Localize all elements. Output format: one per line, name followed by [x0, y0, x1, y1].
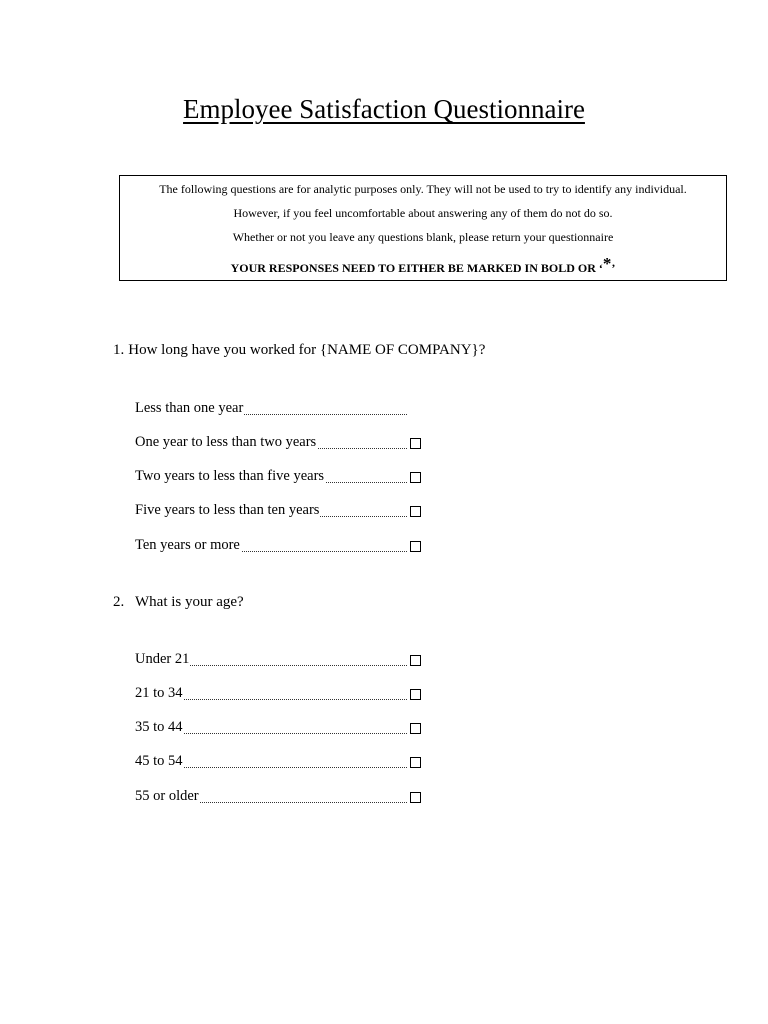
- option-label: 55 or older: [135, 788, 199, 804]
- checkbox-icon[interactable]: [410, 689, 421, 700]
- question-text: How long have you worked for {NAME OF COMPANY}?: [128, 342, 486, 358]
- checkbox-icon[interactable]: [410, 757, 421, 768]
- checkbox-icon[interactable]: [410, 472, 421, 483]
- option-label: Less than one year: [135, 400, 244, 416]
- option-ten-years-or-more[interactable]: [135, 537, 421, 557]
- checkbox-icon[interactable]: [410, 506, 421, 517]
- option-55-or-older[interactable]: [135, 788, 421, 808]
- checkbox-icon[interactable]: [410, 723, 421, 734]
- question-number: 2.: [113, 594, 125, 610]
- instructions-line-1: The following questions are for analytic purposes only. They will not be used to try to identify any individual.: [159, 182, 687, 196]
- option-45-to-54[interactable]: [135, 753, 421, 773]
- question-number: 1.: [113, 342, 125, 358]
- option-label: Ten years or more: [135, 537, 240, 553]
- option-under-21[interactable]: [135, 651, 421, 671]
- question-2: [113, 594, 244, 611]
- asterisk-mark: *: [602, 254, 612, 273]
- instructions-line-3: Whether or not you leave any questions blank, please return your questionnaire: [232, 230, 614, 244]
- option-one-to-two-years[interactable]: [135, 434, 421, 454]
- option-two-to-five-years[interactable]: [135, 468, 421, 488]
- instructions-box: [119, 175, 727, 281]
- option-21-to-34[interactable]: [135, 685, 421, 705]
- checkbox-icon[interactable]: [410, 541, 421, 552]
- response-note-close-quote: ’: [611, 261, 616, 275]
- option-label: One year to less than two years: [135, 434, 317, 450]
- checkbox-icon[interactable]: [410, 655, 421, 666]
- response-note-text: YOUR RESPONSES NEED TO EITHER BE MARKED IN BOLD OR ‘: [230, 261, 603, 275]
- option-label: 45 to 54: [135, 753, 183, 769]
- option-five-to-ten-years[interactable]: [135, 502, 421, 522]
- option-less-than-one-year: [135, 400, 421, 420]
- question-text: What is your age?: [135, 594, 244, 610]
- option-35-to-44[interactable]: [135, 719, 421, 739]
- instructions-response-note: [120, 254, 726, 277]
- option-label: Two years to less than five years: [135, 468, 325, 484]
- checkbox-icon[interactable]: [410, 792, 421, 803]
- document-title: Employee Satisfaction Questionnaire: [183, 94, 585, 124]
- option-label: 21 to 34: [135, 685, 183, 701]
- option-label: Five years to less than ten years: [135, 502, 320, 518]
- instructions-line-2: However, if you feel uncomfortable about answering any of them do not do so.: [233, 206, 613, 220]
- option-label: Under 21: [135, 651, 190, 667]
- question-1: [113, 342, 485, 359]
- checkbox-icon[interactable]: [410, 438, 421, 449]
- option-label: 35 to 44: [135, 719, 183, 735]
